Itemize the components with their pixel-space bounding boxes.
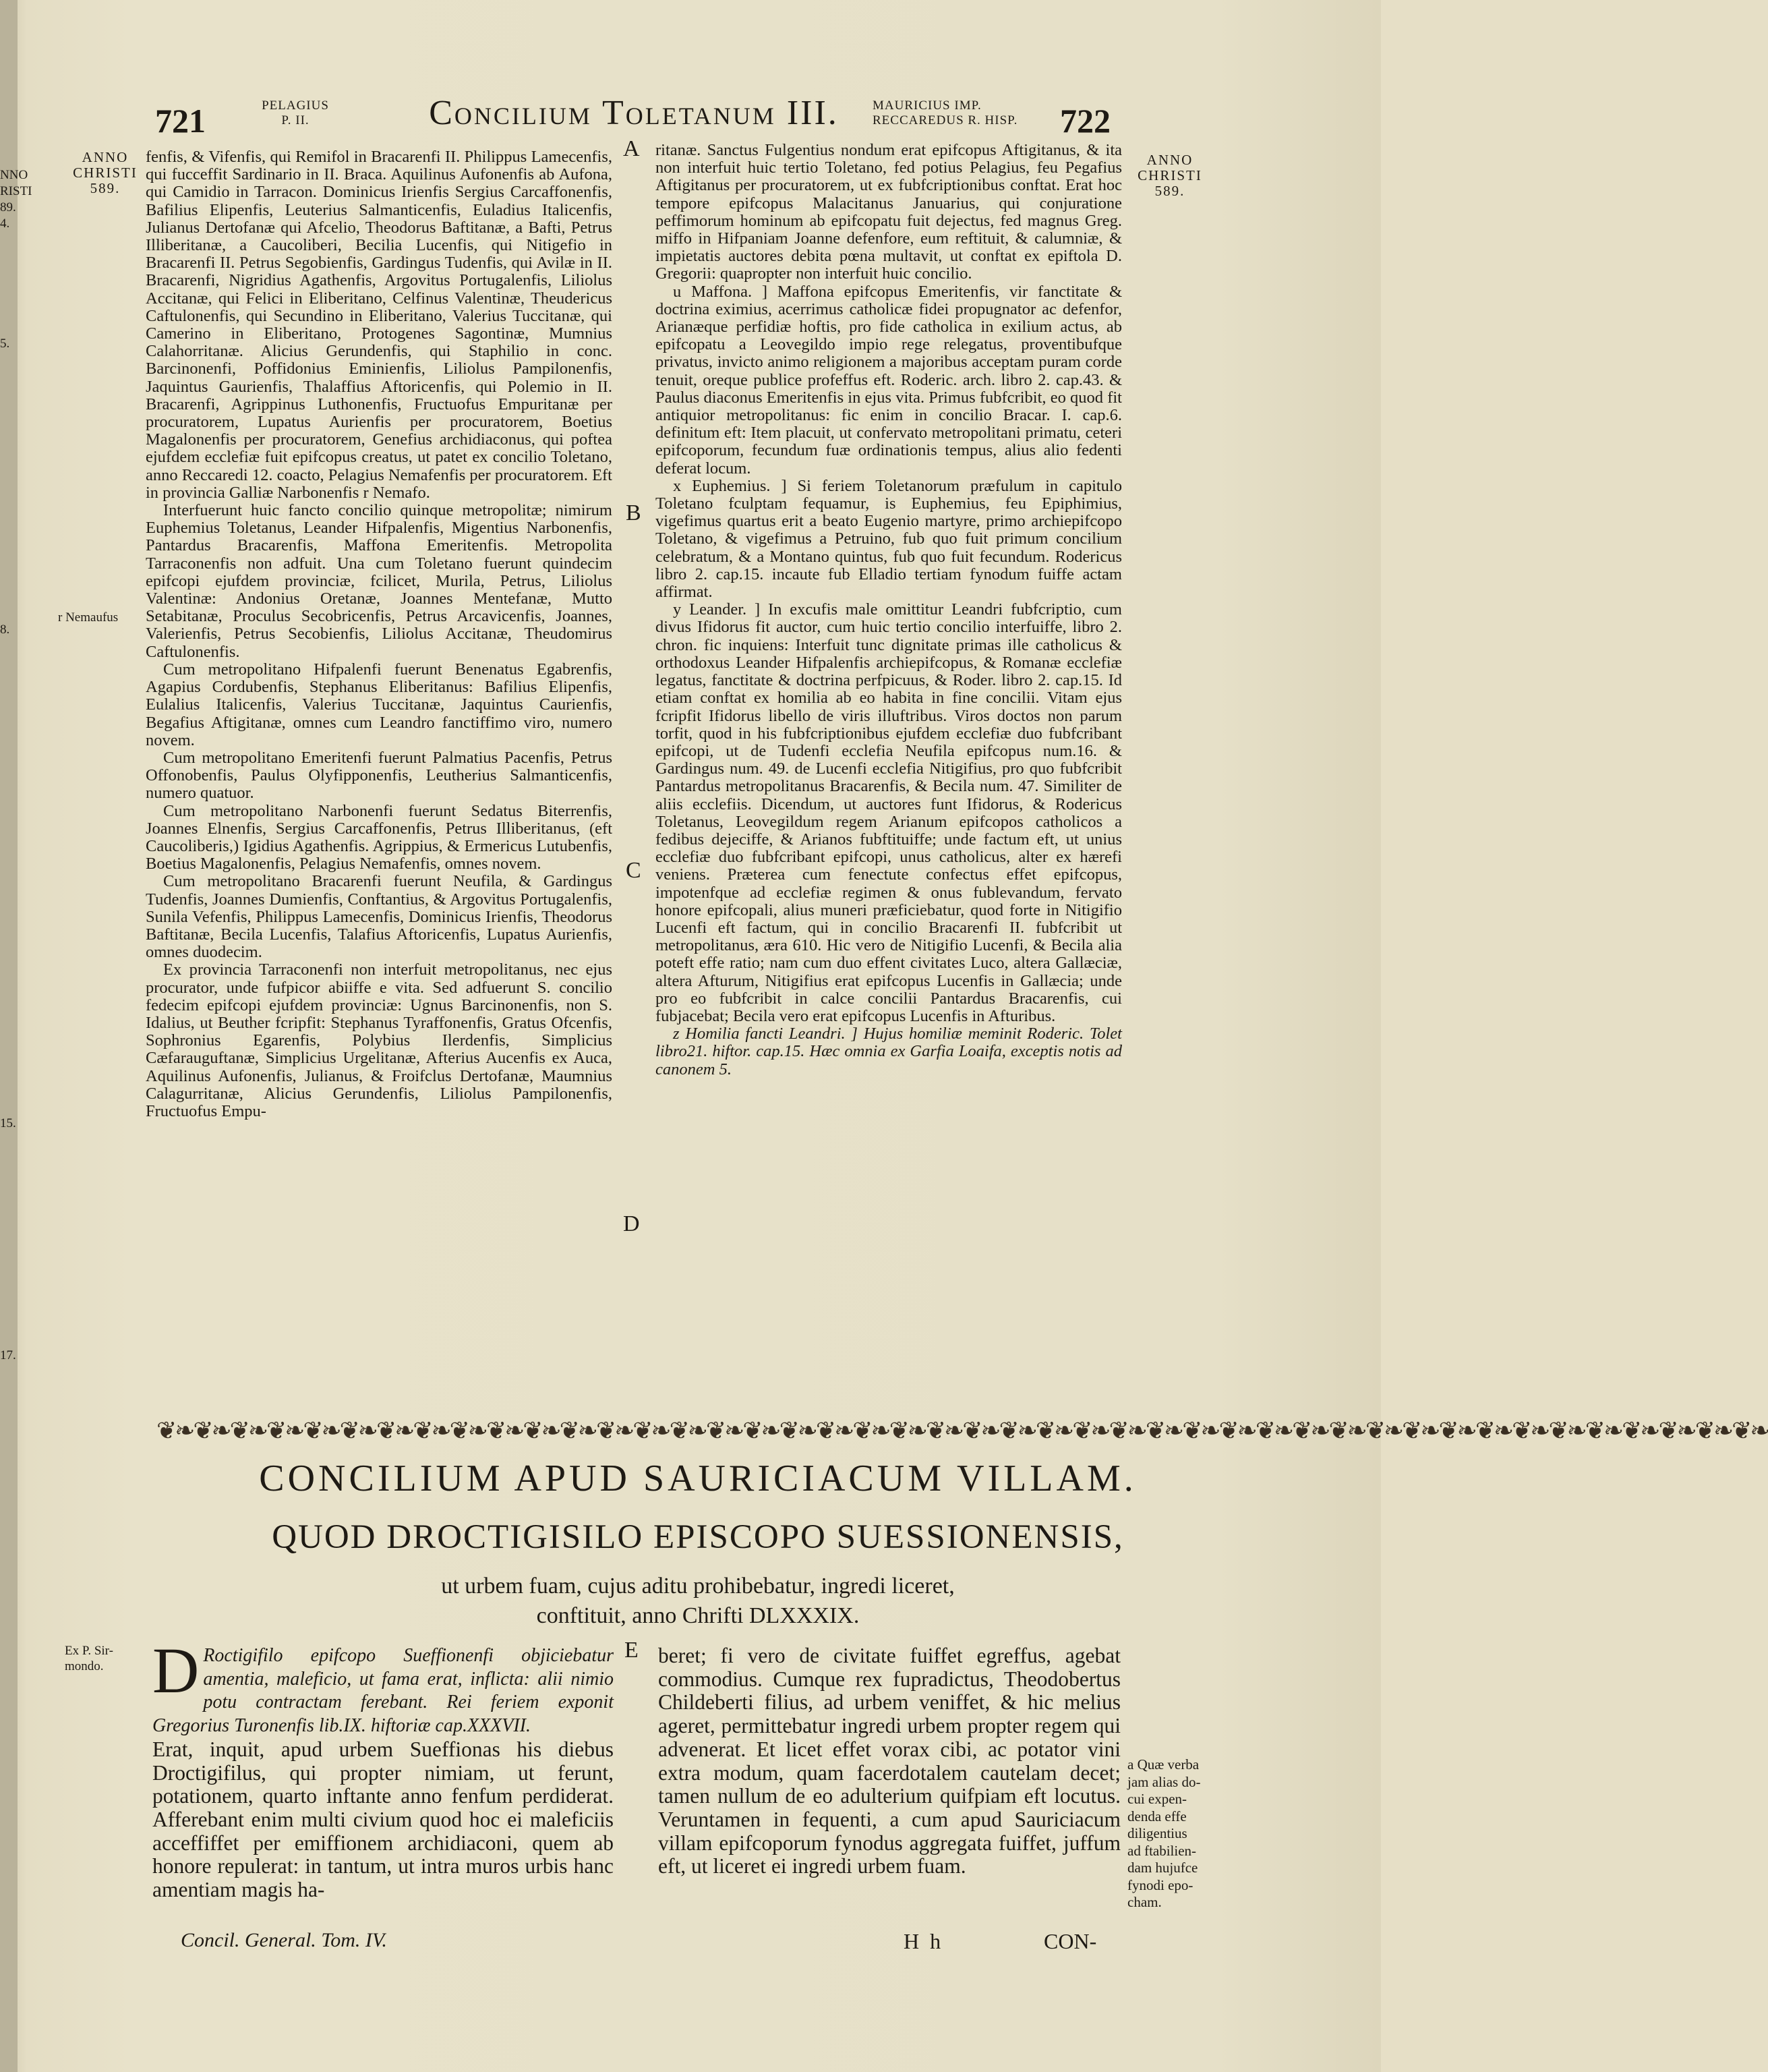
facing-page-fragment: NNO RISTI 89. 4. xyxy=(0,168,32,231)
right-page-number: 722 xyxy=(1060,102,1111,140)
section-subtitle xyxy=(202,1572,1194,1631)
column-marker-b: B xyxy=(626,500,641,525)
column-marker-a: A xyxy=(623,136,640,161)
side-note: a Quæ verba jam alias do- cui expen- denda effe diligentius ad ftabilien- dam hujufce fynodi epo- cham. xyxy=(1127,1756,1201,1910)
facing-page-fragment: 8. xyxy=(0,623,10,637)
right-text-column xyxy=(655,142,1122,1078)
header-right-note xyxy=(873,98,1034,128)
footer-volume: Concil. General. Tom. IV. xyxy=(181,1929,387,1951)
paragraph: Ex provincia Tarraconenfi non interfuit metropolitanus, nec ejus procurator, unde fufpicor abiiffe e vita. Sed adfuerunt S. concilio fedecim epifcopi ejufdem provinciæ: Ugnus Barcinonenfis, non S. Idalius, ut Beuther fcripfit: Stephanus Tyraffonenfis, Gratus Ofcenfis, Sophronius Egarenfis, Polybius Ilerdenfis, Simplicius Cæfarauguftanæ, Simplicius Urgelitanæ, Afterius Aucenfis ex Auca, Aquilinus Aufonenfis, Julianus, & Froifclus Dertofanæ, Maumnius Calagurritanæ, Alicius Gerundenfis, Liliolus Pampilonenfis, Fructuofus Empu- xyxy=(146,960,612,1120)
section-title-line2: QUOD DROCTIGISILO EPISCOPO SUESSIONENSIS, xyxy=(272,1518,1124,1556)
header-right-line1: MAURICIUS IMP. xyxy=(873,98,982,113)
column-marker-d: D xyxy=(623,1211,640,1236)
paragraph: Cum metropolitano Emeritenfi fuerunt Palmatius Pacenfis, Petrus Offonobenfis, Paulus Olyfipponenfis, Leutherius Salmanticenfis, numero quatuor. xyxy=(146,748,612,803)
catchword: CON- xyxy=(1044,1929,1097,1953)
note-homilia: z Homilia fancti Leandri. ] Hujus homiliæ meminit Roderic. Tolet libro21. hiftor. cap.15. Hæc omnia ex Garfia Loaifa, exceptis notis ad canonem 5. xyxy=(655,1025,1122,1078)
paragraph: beret; fi vero de civitate fuiffet egreffus, agebat commodius. Cumque rex fupradictus, Theodobertus Childeberti filius, ad urbem veniffet, & hic melius ageret, permittebatur ingredi urbem propter regem qui advenerat. Et licet effet vorax cibi, ac potator vini extra modum, quam facerdotalem cautelam decet; tamen nullum de eo adulterium quifpiam eft locutus. Veruntamen in fequenti, a cum apud Sauriciacum villam epifcoporum fynodus aggregata fuiffet, juffum eft, ut liceret ei ingredi urbem fuam. xyxy=(658,1644,1121,1878)
paragraph: Cum metropolitano Hifpalenfi fuerunt Benenatus Egabrenfis, Agapius Cordubenfis, Stephanus Eliberitanus: Bafilius Elipenfis, Eulalius Italicenfis, Valerius Tuccitanæ, Jaquintus Caurienfis, Begafius Aftigitanæ, omnes cum Leandro fanctiffimo viro, numero novem. xyxy=(146,660,612,749)
drop-cap: D xyxy=(152,1634,200,1706)
header-right-line2: RECCAREDUS R. HISP. xyxy=(873,113,1018,127)
anno-christi-left: ANNO CHRISTI 589. xyxy=(73,149,138,196)
subtitle-line2: conftituit, anno Chrifti DLXXXIX. xyxy=(536,1603,860,1628)
paragraph: ritanæ. Sanctus Fulgentius nondum erat epifcopus Aftigitanus, & ita non interfuit huic tertio Toletano, fed potius Pelagius, feu Pegafius Aftigitanus per procuratorem, ut ex fubfcriptionibus conftat. Erat hoc tempore epifcopus Malacitanus Januarius, qui conjuratione peffimorum hominum ab epifcopatu fuit dejectus, fed magnus Greg. miffo in Hifpaniam Joanne defenfore, eum reftituit, & calumniæ, & impietatis auctores debita pœna multavit, ut conftat ex epiftola D. Gregorii: quapropter non interfuit huic concilio. xyxy=(655,141,1122,283)
column-marker-e: E xyxy=(624,1638,639,1663)
facing-page-fragment: 17. xyxy=(0,1348,16,1362)
intro-italic: Roctigifilo epifcopo Sueffionenfi objiciebatur amentia, maleficio, ut fama erat, inflicta: alii nimio potu contractam ferebant. Rei feriem exponit Gregorius Turonenfis lib.IX. hiftoriæ cap.XXXVII. xyxy=(152,1645,614,1737)
paragraph: Cum metropolitano Bracarenfi fuerunt Neufila, & Gardingus Tudenfis, Joannes Dumienfis, Conftantius, & Argovitus Portugalenfis, Sunila Vefenfis, Philippus Lamecenfis, Dominicus Irienfis, Theodorus Baftitanæ, Becila Lucenfis, Talafius Aftoricenfis, Lupatus Aurienfis, omnes duodecim. xyxy=(146,872,612,962)
facing-page-edge xyxy=(0,0,18,2072)
note-massona: u Maffona. ] Maffona epifcopus Emeritenfis, vir fanctitate & doctrina eximius, acerrimus catholicæ fidei propugnator ac defenfor, Arianæque perfidiæ hoftis, pro fide catholica in exilium actus, ab epifcopatu a Leovegildo impio rege relegatus, proventibufque privatus, invicto animo religionem a majoribus acceptam puram corde tenuit, oreque publice profeffus eft. Roderic. arch. libro 2. cap.43. & Paulus diaconus Emeritenfis in ejus vita. Primus fubfcribit, eo quod fit antiquior metropolitanus: fic enim in concilio Bracar. I. cap.6. definitum eft: Item placuit, ut confervato metropolitani primatu, ceteri epifcoporum, fecundum fuæ ordinationis tempus, alius alio fedenti deferat locum. xyxy=(655,282,1122,478)
paragraph: Interfuerunt huic fancto concilio quinque metropolitæ; nimirum Euphemius Toletanus, Leander Hifpalenfis, Migentius Narbonenfis, Pantardus Bracarenfis, Maffona Emeritenfis. Metropolita Tarraconenfis non adfuit. Una cum Toletano fuerunt quindecim epifcopi ejufdem provinciæ, fcilicet, Murila, Petrus, Liliolus Valentinæ: Andonius Oretanæ, Joannes Mentefanæ, Mutto Setabitanæ, Proculus Secobricenfis, Petrus Arcavicenfis, Joannes, Valerienfis, Petrus Secobienfis, Liliolus Accitanæ, Theudomirus Caftulonenfis. xyxy=(146,501,612,661)
header-left-line2: P. II. xyxy=(281,113,310,127)
lower-left-column xyxy=(152,1634,614,1902)
paragraph: Cum metropolitano Narbonenfi fuerunt Sedatus Biterrenfis, Joannes Elnenfis, Sergius Carcaffonenfis, Petrus Illiberitanus, (eft Caucoliberis,) Igidius Agathenfis. Agrippius, & Ermericus Lutubenfis, Boetius Magalonenfis, Pelagius Nemafenfis, omnes novem. xyxy=(146,801,612,873)
paragraph: fenfis, & Vifenfis, qui Remifol in Bracarenfi II. Philippus Lamecenfis, qui fucceffit Sardinario in II. Braca. Aquilinus Aufonenfis ab Aufona, qui Camidio in Tarracon. Dominicus Irienfis Sergius Carcaffonenfis, Bafilius Elipenfis, Leuterius Salmanticenfis, Euladius Italicenfis, Julianus Dertofanæ qui Afcelio, Theodorus Baftitanæ, a Bafti, Petrus Illiberitanæ, a Caucoliberi, Becilia Lucenfis, qui Nitigefio in Bracarenfi II. Petrus Segobienfis, Gardingus Tudenfis, qui Avilæ in II. Bracarenfi, Nigridius Agathenfis, Argovitus Portugalenfis, Liliolus Accitanæ, qui Felici in Eliberitano, Celfinus Valentinæ, Theudericus Caftulonenfis, qui Secundino in Eliberitano, Valerius Tuccitanæ, qui Camerino in Eliberitano, Protogenes Sagontinæ, Mumnius Calahorritanæ. Alicius Gerundenfis, qui Staphilio in conc. Barcinonenfi, Poffidonius Eminienfis, Liliolus Pampilonenfis, Jaquintus Gaurienfis, Thalaffius Aftoricenfis, qui Polemio in II. Bracarenfi, Agrippinus Luthonenfis, Fructuofus Empuritanæ per procuratorem, Lupatus Aurienfis per procuratorem, Boetius Magalonenfis per procuratorem, Genefius archidiaconus, qui poftea ejufdem ecclefiæ fuit epifcopus creatus, ut patet ex concilio Toletano, anno Reccaredi 12. coacto, Pelagius Nemafenfis per procuratorem. Eft in provincia Galliæ Narbonenfis r Nemafo. xyxy=(146,148,612,502)
header-left-line1: PELAGIUS xyxy=(262,98,329,113)
section-title: CONCILIUM APUD SAURICIACUM VILLAM. xyxy=(259,1458,1137,1499)
nemausus-note: r Nemaufus xyxy=(58,610,119,625)
source-note: Ex P. Sir- mondo. xyxy=(65,1644,113,1673)
paragraph: Erat, inquit, apud urbem Sueffionas his diebus Droctigifilus, qui propter nimiam, ut ferunt, potationem, quarto inftante anno fenfum perdiderat. Afferebant enim multi civium quod hoc ei maleficiis acceffiffet per emiffionem archidiaconi, quem ab honore repulerat: in tantum, ut intra muros urbis hanc amentiam magis ha- xyxy=(152,1737,614,1902)
facing-page-fragment: 15. xyxy=(0,1116,16,1130)
note-leander: y Leander. ] In excufis male omittitur Leandri fubfcriptio, cum divus Ifidorus fit auctor, cum huic tertio concilio interfuiffe, libro 2. chron. fic inquiens: Interfuit tunc dignitate primas ille catholicus & orthodoxus Leander Hifpalenfis archiepifcopus, & Romanæ ecclefiæ legatus, fanctitate & doctrina perfpicuus, & Roder. libro 2. cap.15. Id etiam conftat ex homilia ab eo habita in fine concilii. Vitam ejus fcripfit Ifidorus libello de viris illuftribus. Viros doctos non parum torfit, quod in his fubfcriptionibus ejufdem ecclefiæ duo fubfcribant epifcopi, ut de Tudenfi ecclefia Neufila epifcopus num.16. & Gardingus num. 49. de Lucenfi ecclefia Nitigifius, pro quo fubfcribit Pantardus metropolitanus Bracarenfis, & Becila num. 47. Similiter de aliis ecclefiis. Dicendum, ut auctores funt Ifidorus, & Rodericus Toletanus, Leovegildum regem Arianum epifcopos catholicos a fedibus dejeciffe, & Arianos fubftituiffe; unde factum eft, ut unius ecclefiæ duo fubfcribant epifcopi, unus catholicus, alter ex hærefi veniens. Præterea cum fenectute confectus effet epifcopus, impotenfque ad ecclefiæ regimen & onus fublevandum, fervato honore epifcopali, alius muneri præficiebatur, quod forte in Nitigifio Lucenfi eft factum, qui in concilio Bracarenfi II. fubfcribit ut metropolitanus, æra 610. Hic vero de Nitigifio Lucenfi, & Becila alia poteft effe ratio; nam cum duo effent civitates Luco, altera Gallæciæ, altera Afturum, Nitigifius erat epifcopus Lucenfis in Gallæcia; unde pro eo fubfcribit in calce concilii Pantardus Bracarenfis, cui fubjacebat; Becila vero erat epifcopus Lucenfis in Afturibus. xyxy=(655,600,1122,1025)
lower-right-column xyxy=(658,1644,1121,1878)
facing-page-fragment: 5. xyxy=(0,337,10,351)
ornamental-divider: ❦❧❦❧❦❧❦❧❦❧❦❧❦❧❦❧❦❧❦❧❦❧❦❧❦❧❦❧❦❧❦❧❦❧❦❧❦❧❦❧❦❧❦❧❦❧❦❧❦❧❦❧❦❧❦❧❦❧❦❧❦❧❦❧❦❧❦❧❦❧❦❧❦❧❦❧❦❧❦❧❦❧❦❧❦❧❦❧ xyxy=(156,1417,1768,1444)
left-text-column xyxy=(146,148,612,1120)
signature-mark: H h xyxy=(904,1929,944,1953)
running-title: Concilium Toletanum III. xyxy=(429,94,839,132)
column-marker-c: C xyxy=(626,858,641,883)
anno-christi-right: ANNO CHRISTI 589. xyxy=(1138,152,1202,199)
header-left-note xyxy=(255,98,336,128)
subtitle-line1: ut urbem fuam, cujus aditu prohibebatur, ingredi liceret, xyxy=(441,1574,955,1599)
left-page-number: 721 xyxy=(155,102,206,140)
note-euphemius: x Euphemius. ] Si feriem Toletanorum præfulum in capitulo Toletano fculptam fequamur, is Euphemius, feu Epiphimius, vigefimus quartus erit a beato Eugenio martyre, primo archiepifcopo Toletano, & vigefimus a Petruino, fub quo fuit primum concilium celebratum, & a Montano quintus, fub quo fuit fecundum. Rodericus libro 2. cap.15. incaute fub Elladio tertiam fynodum fuiffe actam affirmat. xyxy=(655,476,1122,602)
